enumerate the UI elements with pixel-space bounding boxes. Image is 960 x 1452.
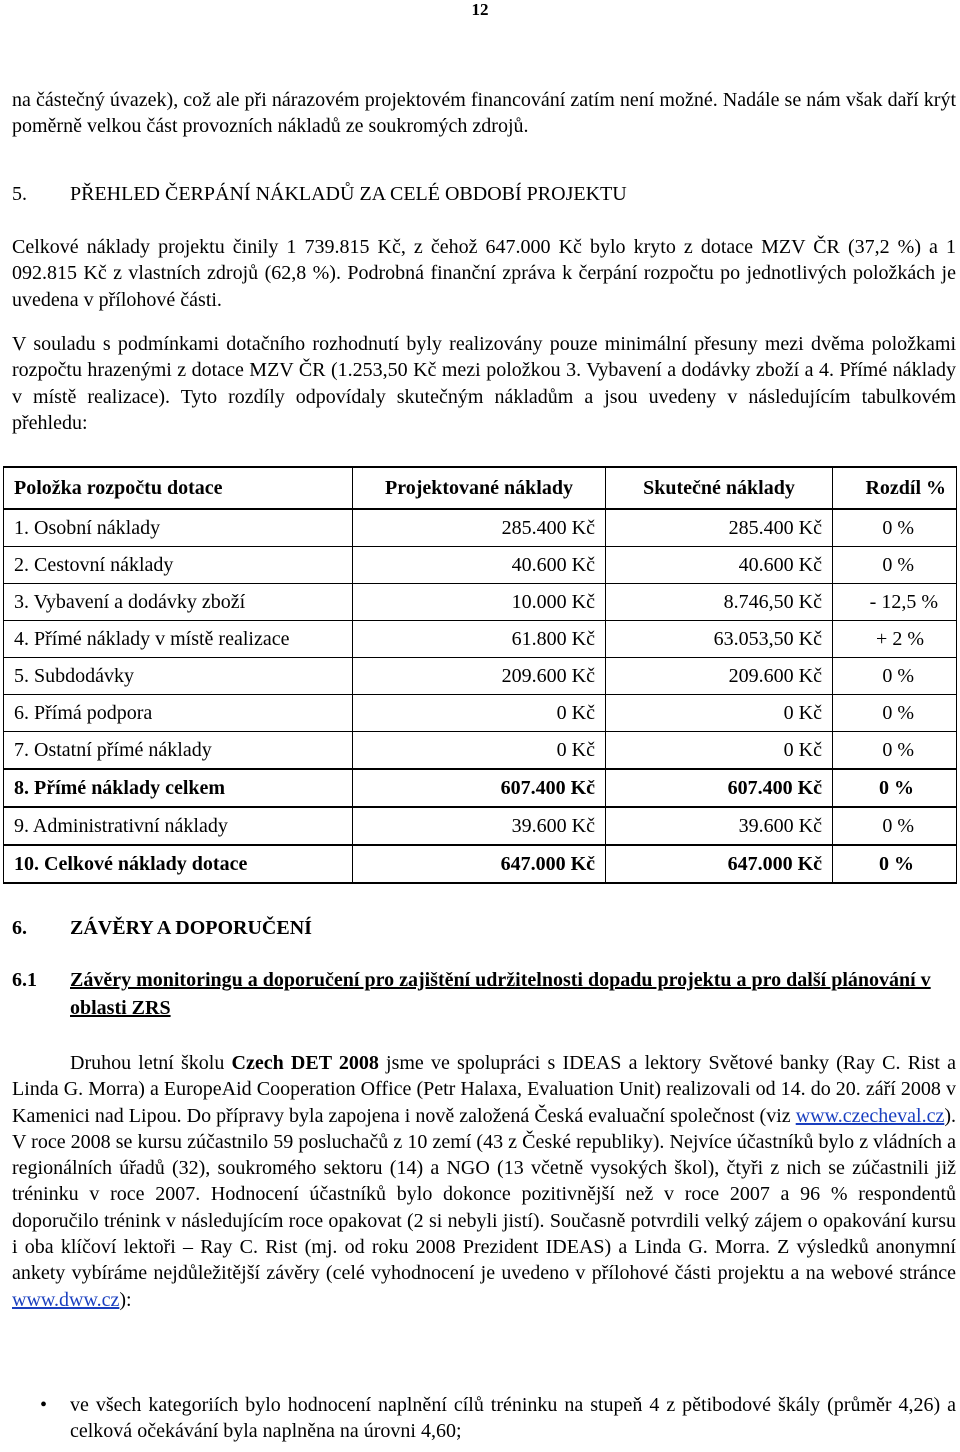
section-6-1-heading — [12, 966, 956, 1022]
intro-paragraph: na částečný úvazek), což ale při nárazovém projektovém financování zatím není možné. Nadále se nám však daří krýt poměrně velkou část provozních nákladů ze soukromých zdrojů. — [12, 89, 956, 138]
budget-table — [3, 466, 957, 884]
cell-item: 1. Osobní náklady — [4, 509, 353, 547]
cell-planned: 61.800 Kč — [353, 621, 606, 658]
section-5-heading — [12, 181, 627, 207]
cell-planned: 209.600 Kč — [353, 658, 606, 695]
summer-school-text-1: Druhou letní školu — [70, 1052, 232, 1074]
section-6-heading — [12, 915, 312, 941]
table-row — [4, 584, 957, 621]
page-number: 12 — [471, 0, 489, 19]
table-row — [4, 695, 957, 732]
table-row — [4, 807, 957, 845]
cell-item: 8. Přímé náklady celkem — [4, 769, 353, 807]
cell-actual: 8.746,50 Kč — [606, 584, 833, 621]
cell-item: 4. Přímé náklady v místě realizace — [4, 621, 353, 658]
list-item: • ve všech kategoriích bylo hodnocení naplnění cílů tréninku na stupeň 4 z pětibodové škály (průměr 4,26) a celková očekávání byla naplněna na úrovni 4,60; — [12, 1392, 956, 1445]
cell-planned: 40.600 Kč — [353, 547, 606, 584]
header-planned-costs: Projektované náklady — [353, 467, 606, 509]
table-row — [4, 509, 957, 547]
summer-school-paragraph — [12, 1050, 956, 1313]
cell-actual: 39.600 Kč — [606, 807, 833, 845]
dww-link[interactable]: www.dww.cz — [12, 1288, 120, 1311]
cell-item: 6. Přímá podpora — [4, 695, 353, 732]
section-5-number: 5. — [12, 183, 27, 205]
cell-actual: 0 Kč — [606, 695, 833, 732]
cell-difference: 0 % — [833, 658, 957, 695]
cell-difference: 0 % — [833, 807, 957, 845]
cell-planned: 10.000 Kč — [353, 584, 606, 621]
cell-item: 9. Administrativní náklady — [4, 807, 353, 845]
cell-item: 3. Vybavení a dodávky zboží — [4, 584, 353, 621]
czech-det-label: Czech DET 2008 — [231, 1052, 379, 1074]
section-6-1-title: Závěry monitoringu a doporučení pro zajištění udržitelnosti dopadu projektu a pro další plánování v oblasti ZRS — [70, 969, 931, 1019]
cell-planned: 607.400 Kč — [353, 769, 606, 807]
table-row-subtotal — [4, 769, 957, 807]
summer-school-text-4: ): — [119, 1288, 132, 1311]
table-header-row — [4, 467, 957, 509]
section-6-number: 6. — [12, 917, 27, 939]
cell-actual: 607.400 Kč — [606, 769, 833, 807]
cell-difference: 0 % — [833, 732, 957, 770]
cell-difference: 0 % — [833, 769, 957, 807]
section-5-title: PŘEHLED ČERPÁNÍ NÁKLADŮ ZA CELÉ OBDOBÍ PROJEKTU — [70, 183, 627, 205]
cell-actual: 285.400 Kč — [606, 509, 833, 547]
header-budget-item: Položka rozpočtu dotace — [4, 467, 353, 509]
summer-school-text-3: ). V roce 2008 se kursu zúčastnilo 59 posluchačů z 10 zemí (43 z České republiky). Nejvíce účastníků bylo z vládních a regionálních úřadů (32), soukromého sektoru (14) a NGO (13 včetně vysokých škol), čtyři z nich se zúčastnili již tréninku v roce 2007. Hodnocení účastníků bylo dokonce pozitivnější než v roce 2007 a 96 % respondentů doporučilo trénink v následujícím roce opakovat (2 si nebyli jistí). Současně potvrdili velký zájem o opakování kursu i oba klíčoví lektoři – Ray C. Rist (mj. od roku 2008 Prezident IDEAS) a Linda G. Morra. Z výsledků anonymní ankety vybíráme nejdůležitější závěry (celé vyhodnocení je uvedeno v přílohové části projektu a na webové stránce — [12, 1104, 956, 1285]
table-row — [4, 621, 957, 658]
cell-difference: 0 % — [833, 509, 957, 547]
table-row — [4, 547, 957, 584]
cell-difference: + 2 % — [833, 621, 957, 658]
section-6-title: ZÁVĚRY A DOPORUČENÍ — [70, 917, 312, 939]
cell-item: 7. Ostatní přímé náklady — [4, 732, 353, 770]
cell-actual: 647.000 Kč — [606, 845, 833, 883]
table-row — [4, 732, 957, 770]
table-row — [4, 658, 957, 695]
cell-difference: 0 % — [833, 695, 957, 732]
cell-actual: 40.600 Kč — [606, 547, 833, 584]
czecheval-link[interactable]: www.czecheval.cz — [795, 1104, 945, 1127]
summer-school-text-2: jsme ve spolupráci s IDEAS a lektory Světové banky (Ray C. Rist a Linda G. Morra) a EuropeAid Cooperation Office (Petr Halaxa, Evaluation Unit) realizovali od 14. do 20. září 2008 v Kamenici nad Lipou. Do přípravy byla zapojena i nově založená Česká evaluační společnost (viz — [12, 1052, 956, 1127]
section-6-1-number: 6.1 — [12, 969, 37, 991]
cell-actual: 209.600 Kč — [606, 658, 833, 695]
cell-actual: 63.053,50 Kč — [606, 621, 833, 658]
header-difference: Rozdíl % — [833, 467, 957, 509]
cell-planned: 39.600 Kč — [353, 807, 606, 845]
cell-difference: - 12,5 % — [833, 584, 957, 621]
cell-planned: 285.400 Kč — [353, 509, 606, 547]
cell-item: 10. Celkové náklady dotace — [4, 845, 353, 883]
cell-difference: 0 % — [833, 845, 957, 883]
costs-summary-paragraph: Celkové náklady projektu činily 1 739.815 Kč, z čehož 647.000 Kč bylo kryto z dotace MZV ČR (37,2 %) a 1 092.815 Kč z vlastních zdrojů (62,8 %). Podrobná finanční zpráva k čerpání rozpočtu po jednotlivých položkách je uvedena v přílohové části. — [12, 236, 956, 311]
cell-planned: 0 Kč — [353, 695, 606, 732]
conclusions-list — [12, 1392, 956, 1445]
cell-actual: 0 Kč — [606, 732, 833, 770]
cell-difference: 0 % — [833, 547, 957, 584]
cell-item: 5. Subdodávky — [4, 658, 353, 695]
cell-planned: 0 Kč — [353, 732, 606, 770]
budget-transfers-paragraph: V souladu s podmínkami dotačního rozhodnutí byly realizovány pouze minimální přesuny mezi dvěma položkami rozpočtu hrazenými z dotace MZV ČR (1.253,50 Kč mezi položkou 3. Vybavení a dodávky zboží a 4. Přímé náklady v místě realizace). Tyto rozdíly odpovídaly skutečným nákladům a jsou uvedeny v následujícím tabulkovém přehledu: — [12, 333, 956, 434]
cell-planned: 647.000 Kč — [353, 845, 606, 883]
cell-item: 2. Cestovní náklady — [4, 547, 353, 584]
header-actual-costs: Skutečné náklady — [606, 467, 833, 509]
table-row-total — [4, 845, 957, 883]
